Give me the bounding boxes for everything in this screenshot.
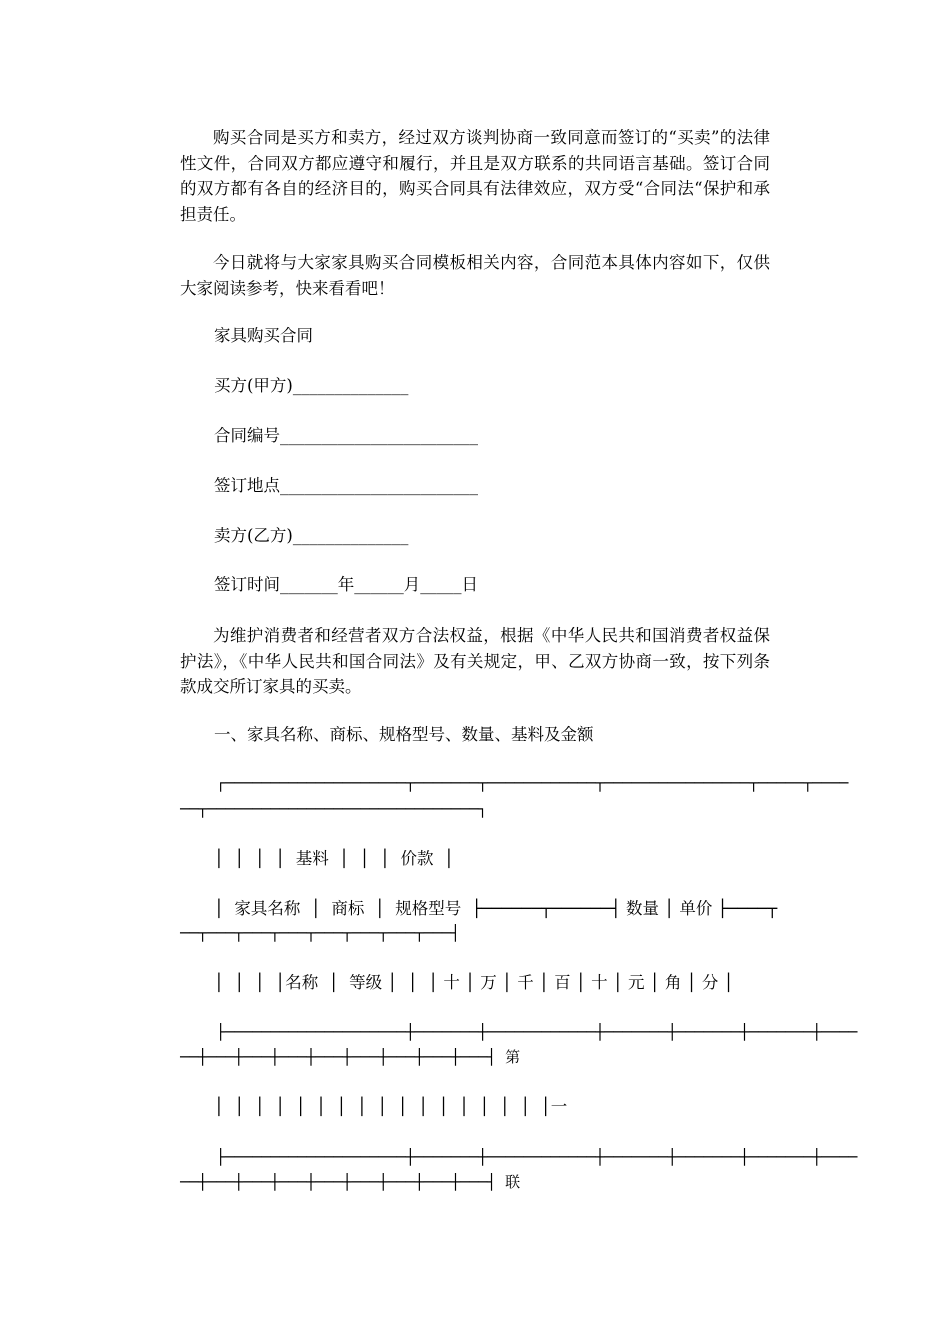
table-separator-1a: ├────────────────────┼───────┼────────────┼───────┼───────┼───────┼──── [180, 1023, 858, 1041]
table-separator-1b: ──┼───┼───┼───┼───┼───┼───┼───┼───┤ 第 [180, 1048, 521, 1066]
intro-paragraph-2: 今日就将与大家家具购买合同模板相关内容，合同范本具体内容如下，仅供大家阅读参考，快来看看吧！ [180, 253, 770, 298]
contract-preamble: 为维护消费者和经营者双方合法权益，根据《中华人民共和国消费者权益保护法》，《中华人民共和国合同法》及有关规定，甲、乙双方协商一致，按下列条款成交所订家具的买卖。 [180, 626, 770, 696]
sign-place-field: 签订地点________________________ [214, 476, 478, 495]
table-border-top-b: ──┬──────────────────────────────┐ [180, 800, 488, 818]
table-header-row-1: │ │ │ │ 基料 │ │ │ 价款 │ [214, 849, 454, 868]
table-header-row-2b: ──┬───┬───┬───┬───┬───┬───┬───┤ [180, 924, 460, 942]
table-separator-2a: ├────────────────────┼───────┼────────────┼───────┼───────┼───────┼──── [180, 1148, 858, 1166]
table-data-row: │ │ │ │ │ │ │ │ │ │ │ │ │ │ │ │ │一 [214, 1097, 568, 1116]
contract-number-field: 合同编号________________________ [214, 426, 478, 445]
buyer-field: 买方(甲方)______________ [214, 376, 409, 395]
intro-paragraph-1: 购买合同是买方和卖方，经过双方谈判协商一致同意而签订的“买卖”的法律性文件，合同双方都应遵守和履行，并且是双方联系的共同语言基础。签订合同的双方都有各自的经济目的，购买合同具有法律效应，双方受“合同法“保护和承担责任。 [180, 128, 770, 224]
contract-title: 家具购买合同 [214, 326, 313, 345]
section-1-heading: 一、家具名称、商标、规格型号、数量、基料及金额 [214, 725, 594, 744]
sign-time-field: 签订时间_______年______月_____日 [214, 575, 478, 594]
table-border-top-a: ┌────────────────────┬───────┬────────────┬────────────────┬─────┬──── [180, 774, 849, 792]
table-header-row-3: │ │ │ │名称 │ 等级 │ │ │ 十 │ 万 │ 千 │ 百 │ 十 │ 元 │ 角 │ 分 │ [214, 973, 734, 992]
table-separator-2b: ──┼───┼───┼───┼───┼───┼───┼───┼───┤ 联 [180, 1173, 521, 1191]
seller-field: 卖方(乙方)______________ [214, 526, 409, 545]
table-header-row-2a: │ 家具名称 │ 商标 │ 规格型号 ├──────┬──────┤ 数量 │ 单价 ├────┬ [214, 899, 778, 918]
